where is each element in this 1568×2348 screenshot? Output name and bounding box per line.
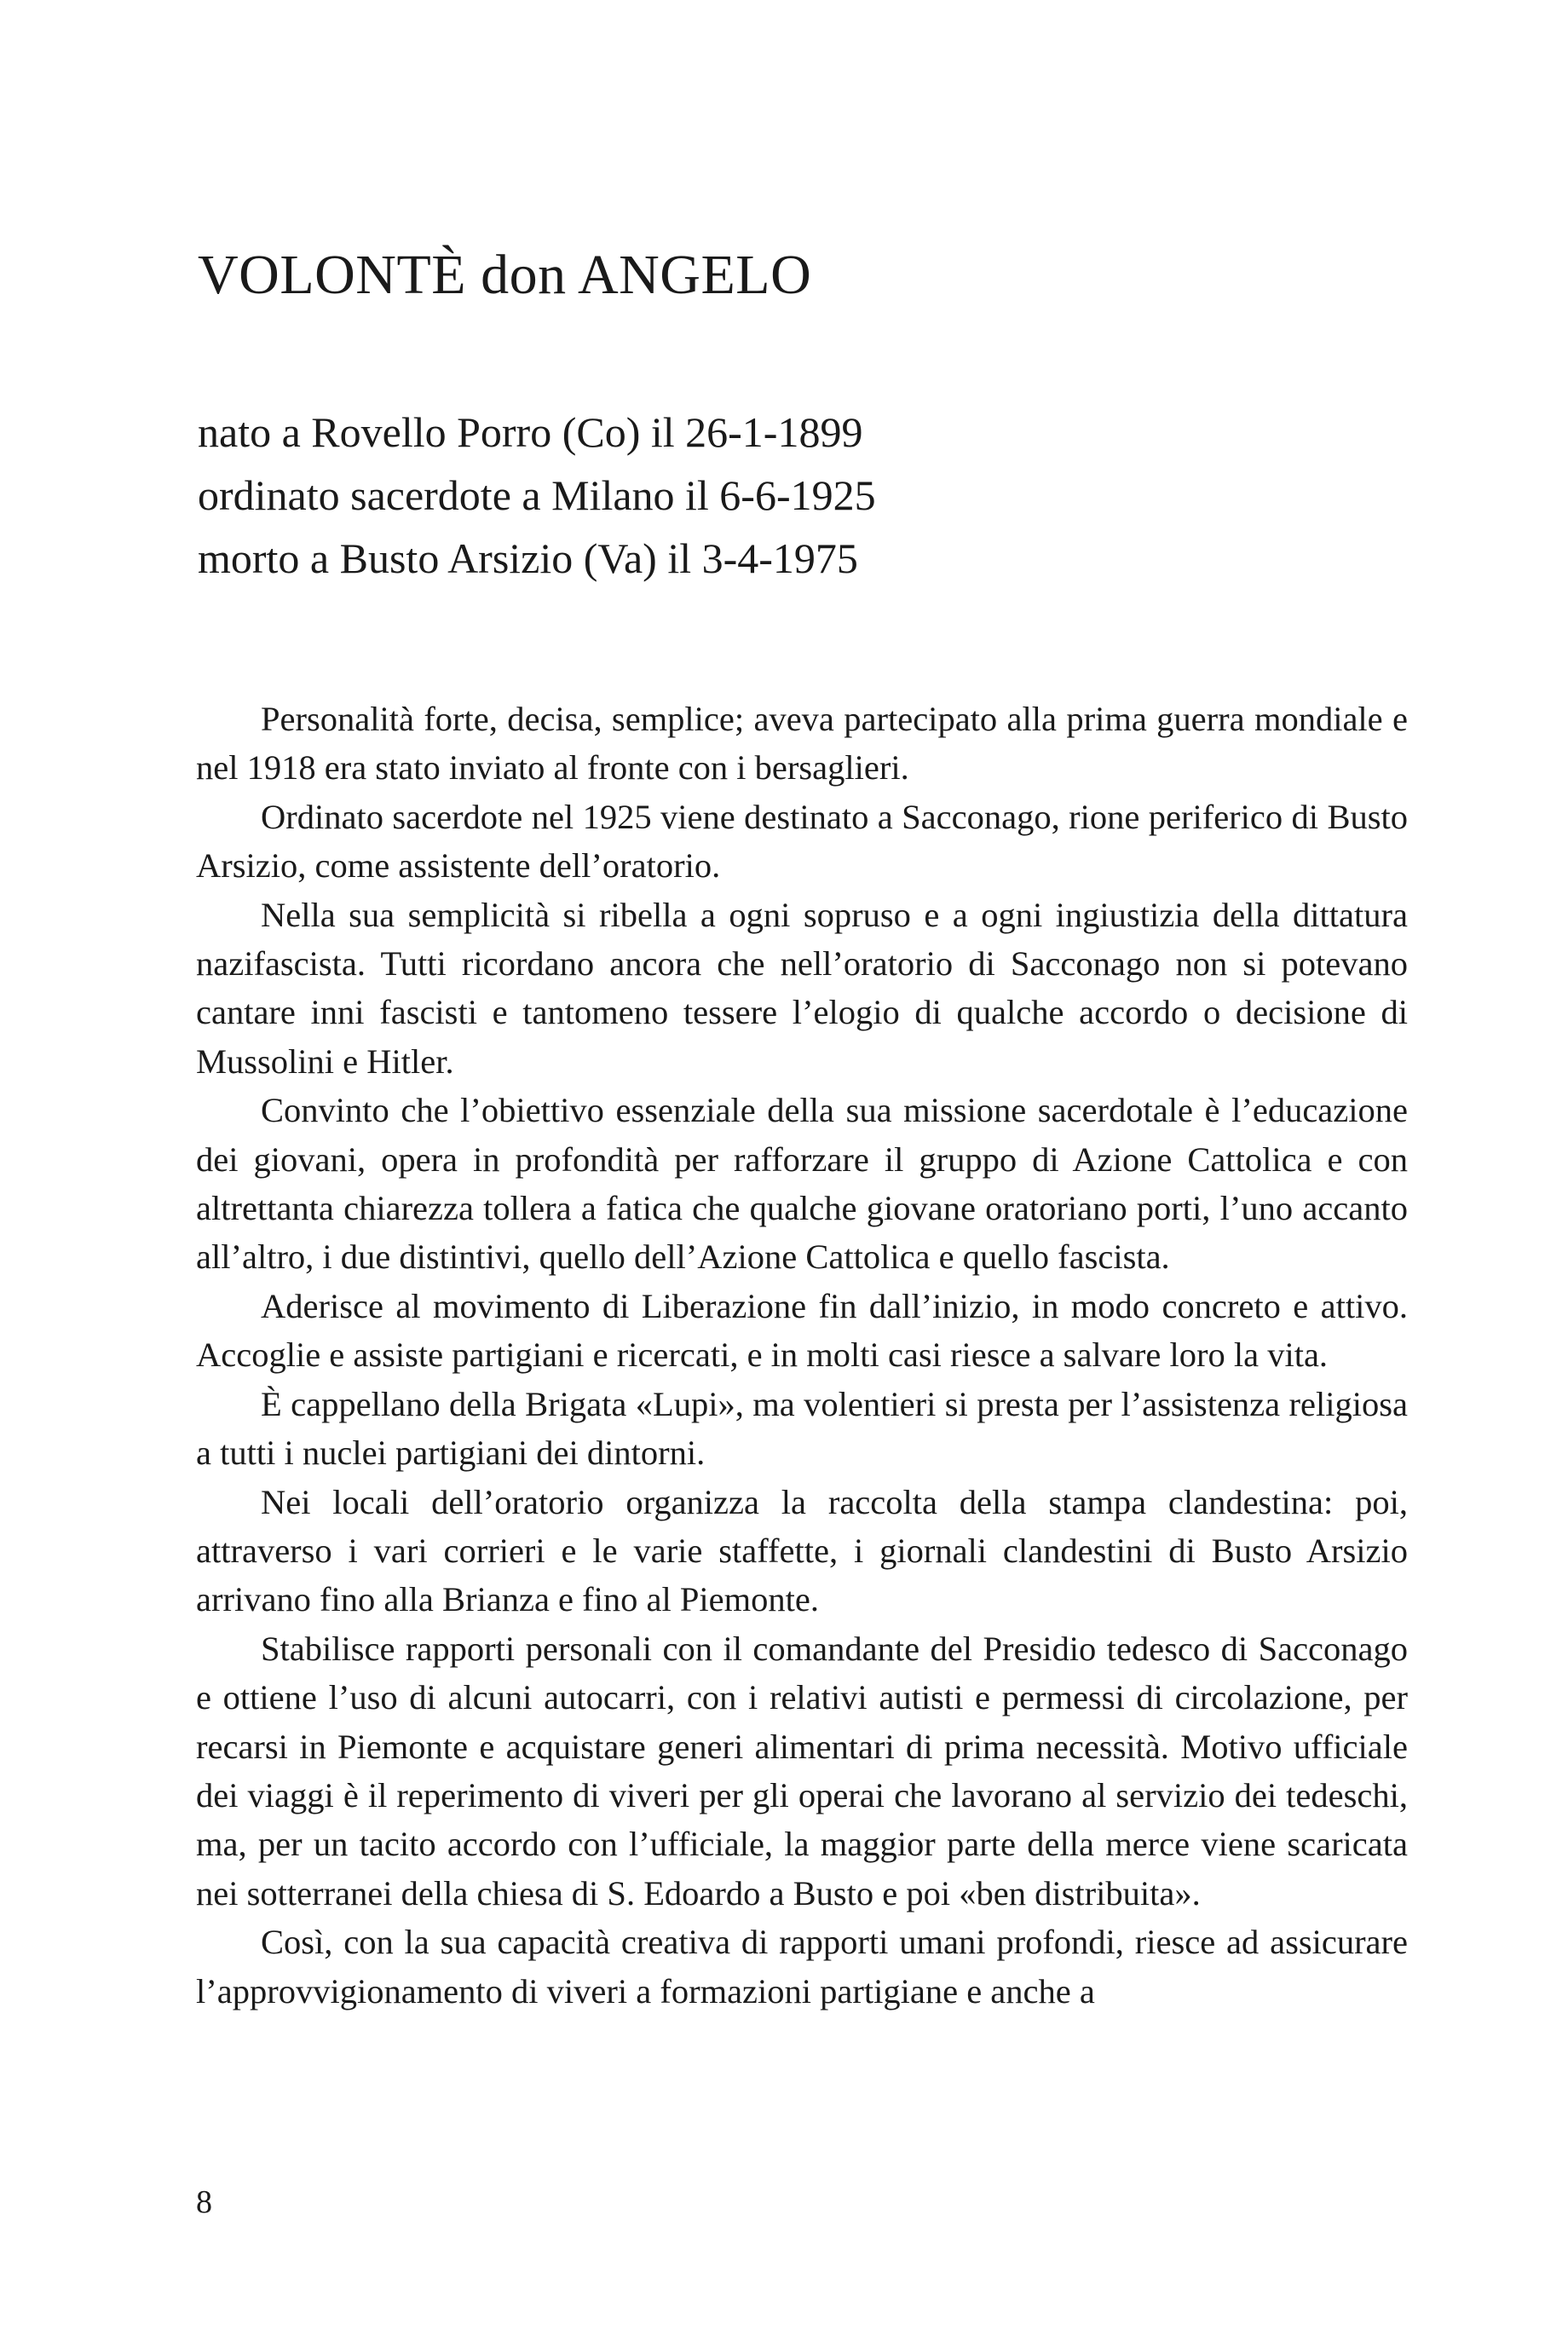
- biographical-data: [198, 401, 876, 590]
- paragraph: Stabilisce rapporti personali con il comandante del Presidio tedesco di Sacconago e ottiene l’uso di alcuni autocarri, con i relativi autisti e permessi di circolazione, per recarsi in Piemonte e acquistare generi alimentari di prima necessità. Motivo ufficiale dei viaggi è il reperimento di viveri per gli operai che lavorano al servizio dei tedeschi, ma, per un tacito accordo con l’ufficiale, la maggior parte della merce viene scaricata nei sotterranei della chiesa di S. Edoardo a Busto e poi «ben distribuita».: [196, 1629, 1408, 1912]
- paragraph: È cappellano della Brigata «Lupi», ma volentieri si presta per l’assistenza religiosa a tutti i nuclei partigiani dei dintorni.: [196, 1384, 1408, 1473]
- page-number: 8: [196, 2184, 212, 2220]
- death-line: morto a Busto Arsizio (Va) il 3-4-1975: [198, 534, 858, 582]
- paragraph: Aderisce al movimento di Liberazione fin dall’inizio, in modo concreto e attivo. Accoglie e assiste partigiani e ricercati, e in molti casi riesce a salvare loro la vita.: [196, 1286, 1408, 1375]
- birth-line: nato a Rovello Porro (Co) il 26-1-1899: [198, 408, 863, 456]
- ordination-line: ordinato sacerdote a Milano il 6-6-1925: [198, 471, 876, 519]
- paragraph: Così, con la sua capacità creativa di rapporti umani profondi, riesce ad assicurare l’approvvigionamento di viveri a formazioni partigiane e anche a: [196, 1923, 1408, 2011]
- paragraph: Nei locali dell’oratorio organizza la raccolta della stampa clandestina: poi, attraverso i vari corrieri e le varie staffette, i giornali clandestini di Busto Arsizio arrivano fino alla Brianza e fino al Piemonte.: [196, 1482, 1408, 1619]
- paragraph: Convinto che l’obiettivo essenziale della sua missione sacerdotale è l’educazione dei giovani, opera in profondità per rafforzare il gruppo di Azione Cattolica e con altrettanta chiarezza tollera a fatica che qualche giovane oratoriano porti, l’uno accanto all’altro, i due distintivi, quello dell’Azione Cattolica e quello fascista.: [196, 1091, 1408, 1277]
- page-title: VOLONTÈ don ANGELO: [198, 244, 812, 306]
- body-text: [196, 695, 1408, 2016]
- paragraph: Personalità forte, decisa, semplice; aveva partecipato alla prima guerra mondiale e nel 1918 era stato inviato al fronte con i bersaglieri.: [196, 700, 1408, 787]
- paragraph: Ordinato sacerdote nel 1925 viene destinato a Sacconago, rione periferico di Busto Arsizio, come assistente dell’oratorio.: [196, 797, 1408, 886]
- paragraph: Nella sua semplicità si ribella a ogni sopruso e a ogni ingiustizia della dittatura nazifascista. Tutti ricordano ancora che nell’oratorio di Sacconago non si potevano cantare inni fascisti e tantomeno tessere l’elogio di qualche accordo o decisione di Mussolini e Hitler.: [196, 895, 1408, 1081]
